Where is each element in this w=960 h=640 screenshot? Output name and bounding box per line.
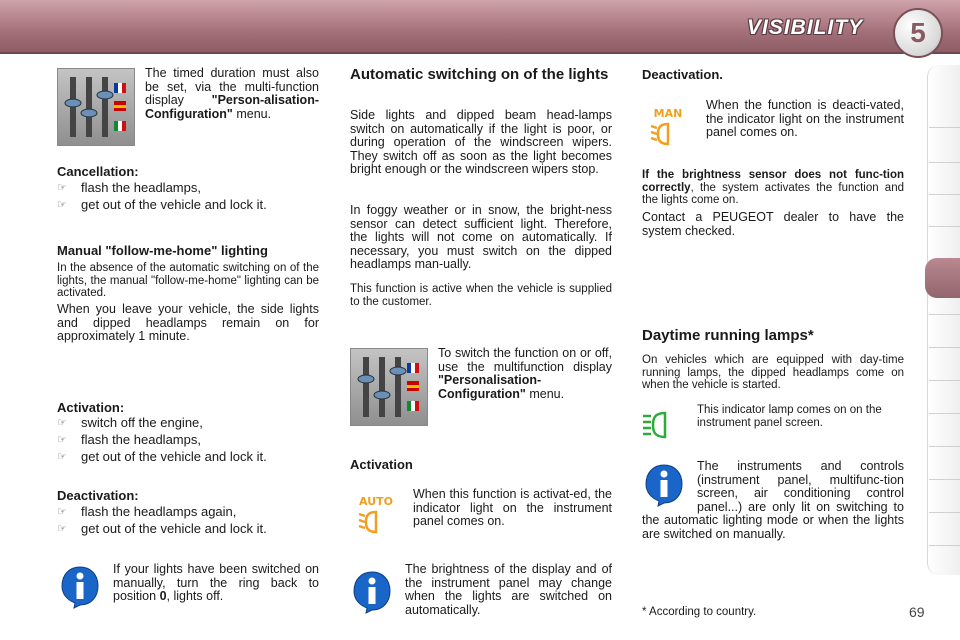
deactivation-heading-auto: Deactivation. [642,67,723,82]
list-item: ☞ switch off the engine, [57,415,203,430]
daytime-running-lamps-heading: Daytime running lamps* [642,327,814,344]
side-tab-divider [929,545,960,546]
man-headlamp-indicator-icon: MAN [648,108,688,152]
side-tab-divider [929,380,960,381]
side-tab-divider [929,314,960,315]
info-note-instruments: The instruments and controls (instrument panel, multifunc-tion screen, air conditioning control panel...) are only lit on switching to the automatic lighting mode or when the lights are switched on manually. [642,459,904,541]
activation-heading: Activation: [57,400,125,415]
chapter-side-tabs [927,65,960,575]
activation-heading-auto: Activation [350,457,413,472]
manual-follow-me-home-heading: Manual "follow-me-home" lighting [57,243,268,258]
side-tab-divider [929,127,960,128]
side-tab-divider [929,446,960,447]
list-item: ☞ flash the headlamps, [57,180,201,195]
auto-paragraph-1: Side lights and dipped beam head-lamps switch on automatically if the light is poor, or during operation of the windscreen wipers. They switch off as soon as the light becomes bright enough or the windscreen wipers stop. [350,108,612,176]
timed-duration-text: The timed duration must also be set, via the multi-function display [145,66,319,107]
auto-headlamp-indicator-icon: AUTO [356,496,396,540]
daytime-text: On vehicles which are equipped with day-time running lamps, the dipped headlamps come on when the vehicle is started. [642,354,904,391]
list-item: ☞ get out of the vehicle and lock it. [57,449,267,464]
bullet-hand-icon: ☞ [57,506,67,518]
automatic-switching-heading: Automatic switching on of the lights [350,66,609,83]
side-tab-divider [929,226,960,227]
side-tab-active[interactable] [925,258,960,298]
contact-dealer-text: Contact a PEUGEOT dealer to have the system checked. [642,210,904,238]
header-divider [0,52,960,54]
side-tab-divider [929,479,960,480]
bullet-hand-icon: ☞ [57,417,67,429]
footnote: * According to country. [642,606,757,618]
page-number: 69 [909,604,925,620]
dipped-beam-symbol [648,120,688,148]
multifunction-display-controls-image [57,68,135,146]
info-note-manual-lights: If your lights have been switched on manually, turn the ring back to position 0, lights off. [113,562,319,603]
side-tab-divider [929,162,960,163]
bullet-hand-icon: ☞ [57,182,67,194]
multifunction-display-controls-image [350,348,428,426]
daytime-indicator-text: This indicator lamp comes on on the instrument panel screen. [697,404,882,429]
deactivation-text: When the function is deacti-vated, the indicator light on the instrument panel comes on. [706,98,904,139]
info-note-brightness: The brightness of the display and of the instrument panel may change when the lights are switched on automatically. [405,562,612,617]
manual-paragraph-1: In the absence of the automatic switching on of the lights, the manual "follow-me-home" lighting can be activated. [57,262,319,299]
auto-activation-text: When this function is activat-ed, the indicator light on the instrument panel comes on. [413,487,612,528]
timed-duration-paragraph [145,67,319,121]
list-item: ☞ flash the headlamps, [57,432,201,447]
icon-wrap-spacer [642,460,697,514]
timed-menu-suffix: menu. [236,106,272,121]
display-settings-icon [351,349,427,425]
list-item: ☞ get out of the vehicle and lock it. [57,197,267,212]
display-settings-icon [58,69,134,145]
auto-paragraph-3: This function is active when the vehicle is supplied to the customer. [350,283,612,308]
auto-paragraph-2: In foggy weather or in snow, the bright-ness sensor can detect sufficient light. Therefore, the lights will not come on automatically. If necessary, you must switch on the dipped headlamps man-ually. [350,203,612,271]
list-item: ☞ get out of the vehicle and lock it. [57,521,267,536]
manual-paragraph-2: When you leave your vehicle, the side lights and dipped headlamps remain on for approximately 1 minute. [57,302,319,343]
timed-menu-name: "Person-alisation-Configuration" [145,93,319,121]
chapter-title: VISIBILITY [747,16,864,39]
info-icon [352,570,392,614]
bullet-hand-icon: ☞ [57,451,67,463]
info-icon [60,565,100,609]
deactivation-heading: Deactivation: [57,488,139,503]
switch-function-paragraph: To switch the function on or off, use the multifunction display "Personalisation-Configuration" menu. [438,346,612,401]
daytime-lamp-indicator-icon [641,410,687,440]
bullet-hand-icon: ☞ [57,523,67,535]
chapter-number-badge: 5 [893,8,943,58]
side-tab-divider [929,413,960,414]
dipped-beam-symbol [356,508,396,536]
bullet-hand-icon: ☞ [57,434,67,446]
bullet-hand-icon: ☞ [57,199,67,211]
cancellation-heading: Cancellation: [57,164,139,179]
side-tab-divider [929,194,960,195]
list-item: ☞ flash the headlamps again, [57,504,237,519]
side-tab-divider [929,347,960,348]
side-tab-divider [929,512,960,513]
sensor-fault-paragraph: If the brightness sensor does not func-tion correctly, the system activates the function and the lights come on. [642,169,904,206]
